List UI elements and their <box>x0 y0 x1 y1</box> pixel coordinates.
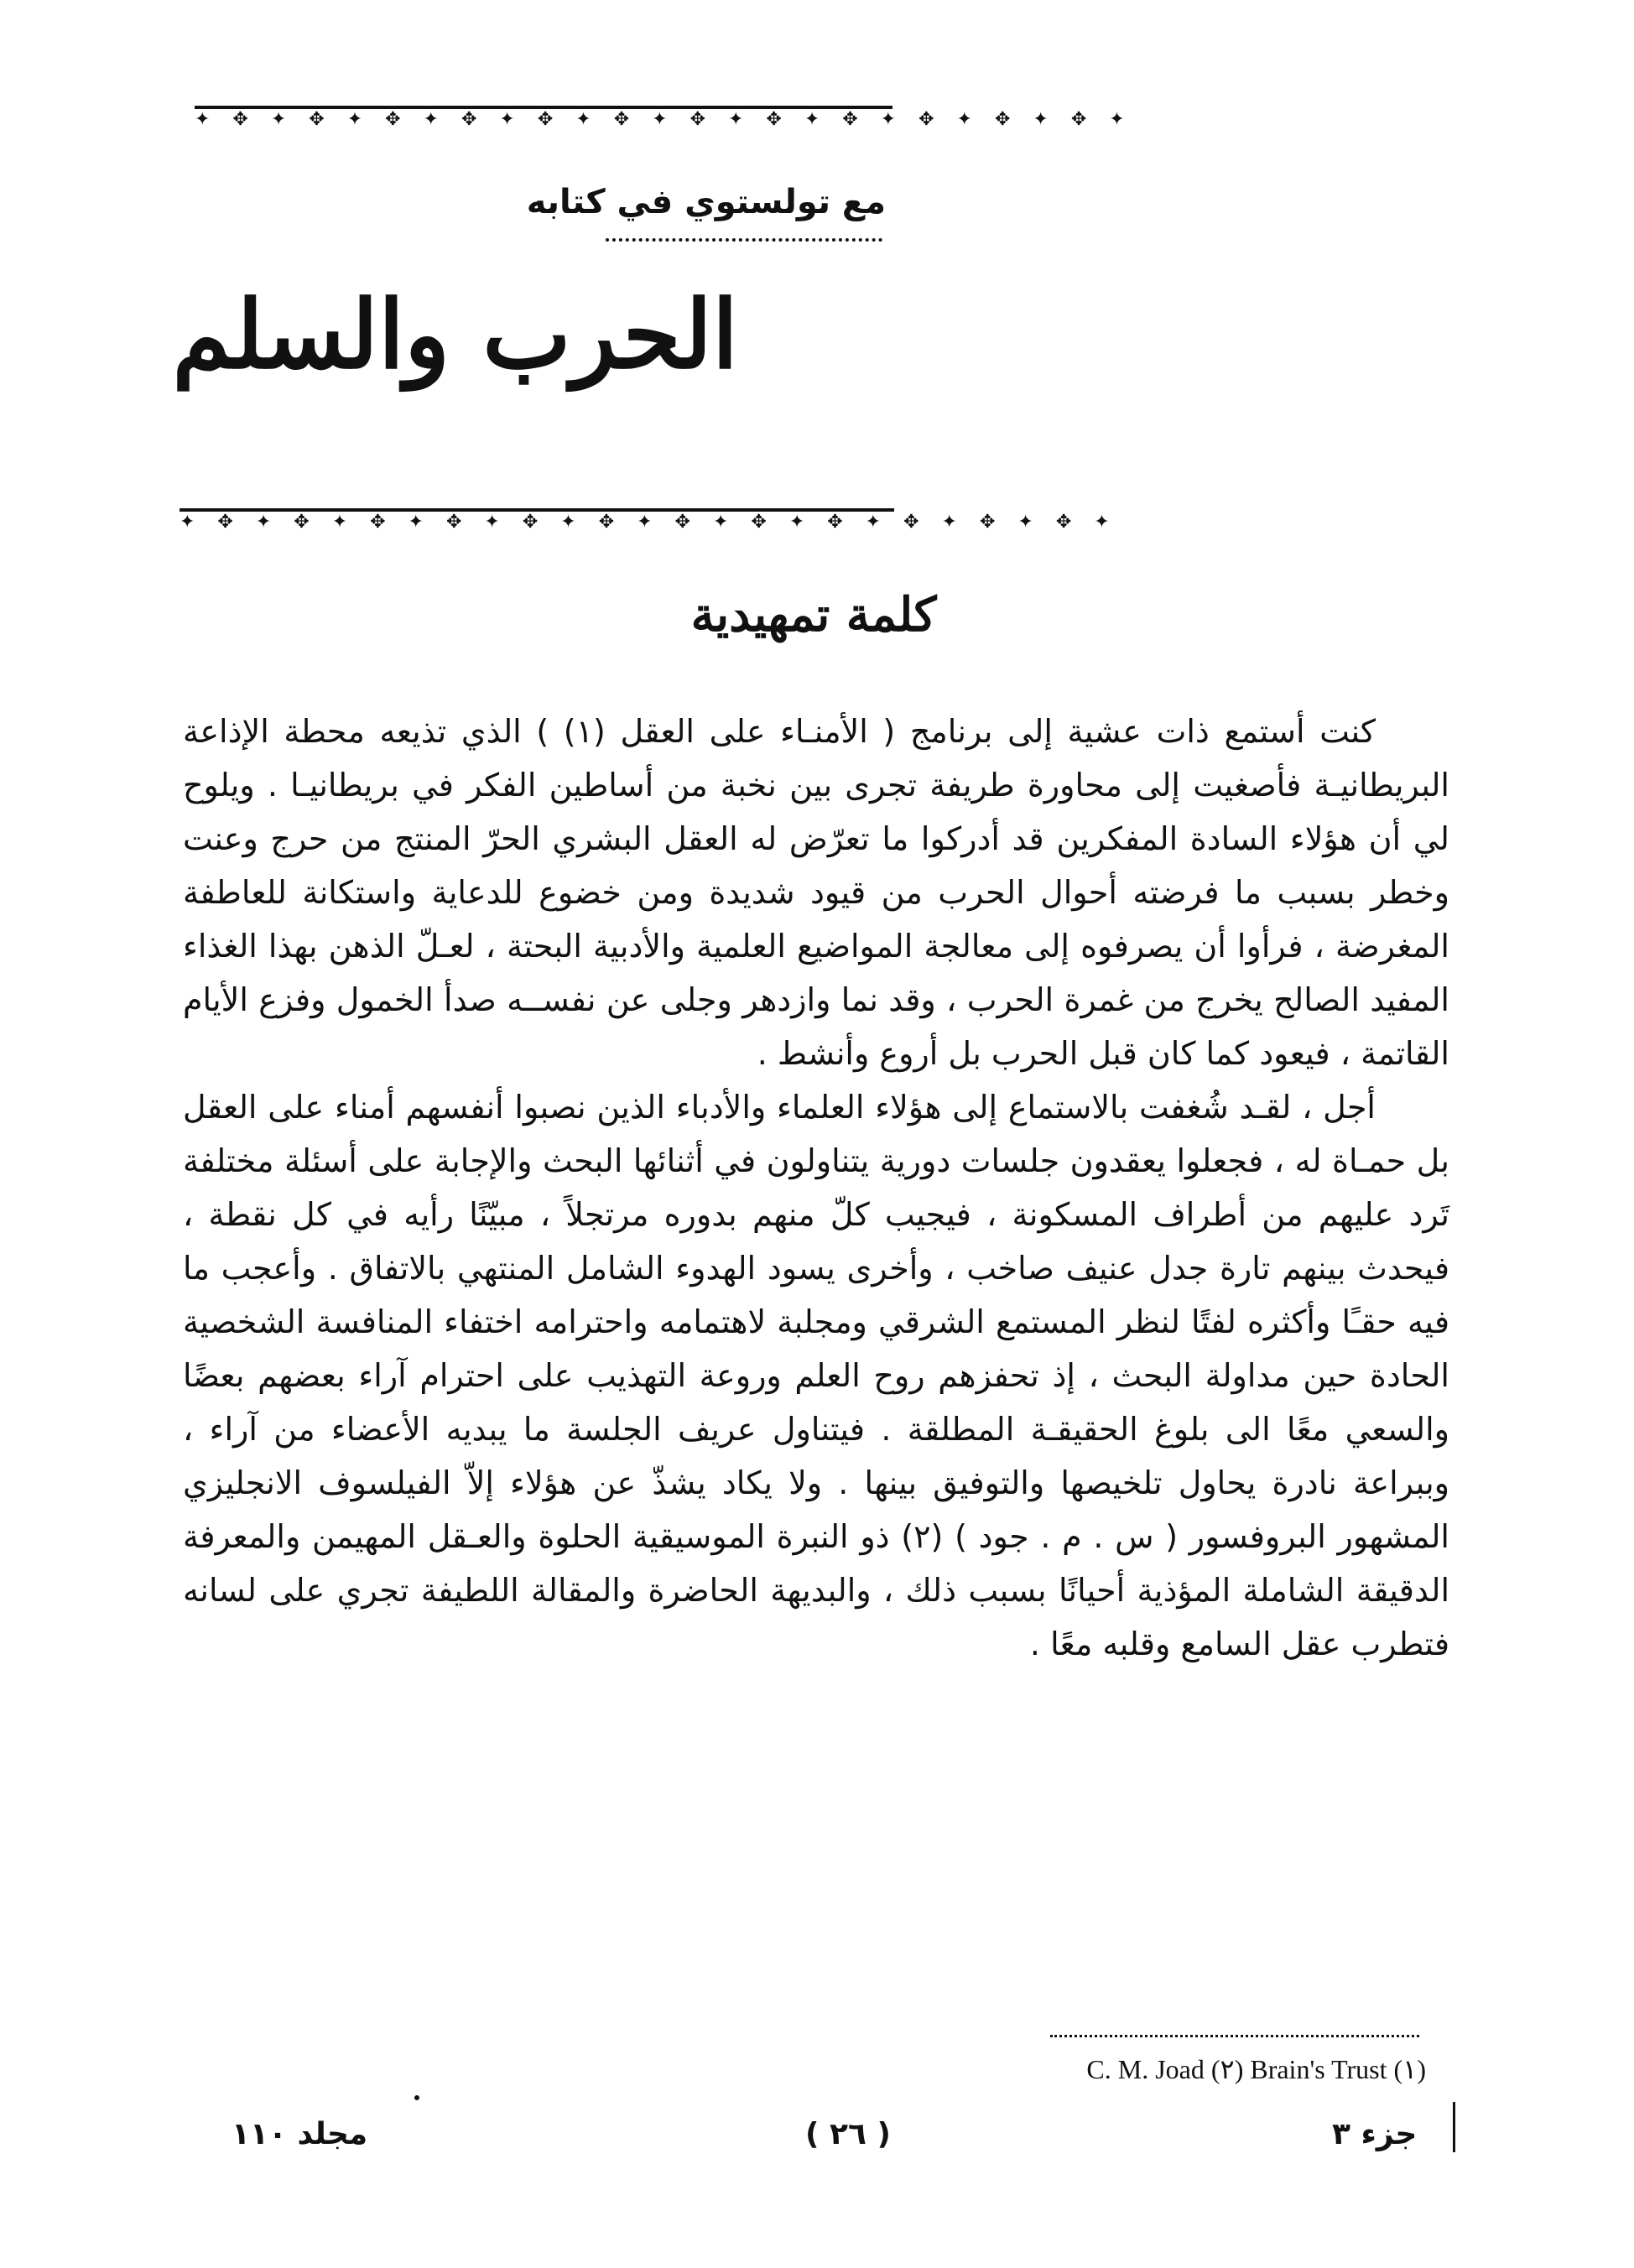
article-subtitle: مع تولستوي في كتابه <box>526 183 886 221</box>
middle-ornament-pattern: ✦ ✥ ✦ ✥ ✦ ✥ ✦ ✥ ✦ ✥ ✦ ✥ ✦ ✥ ✦ ✥ ✦ ✥ ✦ ✥ ✦ ✥ ✦ ✥ ✦ <box>180 512 1118 533</box>
article-body <box>183 705 1449 1671</box>
subtitle-dotted-rule <box>606 238 882 242</box>
page-number: ( ٢٦ ) <box>805 2117 891 2151</box>
top-ornamental-rule <box>195 101 1133 130</box>
footer-volume: مجلد ١١٠ <box>232 2117 368 2151</box>
footer-vertical-bar <box>1453 2102 1455 2152</box>
top-ornament-pattern: ✦ ✥ ✦ ✥ ✦ ✥ ✦ ✥ ✦ ✥ ✦ ✥ ✦ ✥ ✦ ✥ ✦ ✥ ✦ ✥ ✦ ✥ ✦ ✥ ✦ <box>195 109 1133 130</box>
footer-issue: جزء ٣ <box>1332 2117 1418 2151</box>
footnote-dotted-rule <box>1050 2035 1419 2037</box>
footnotes: C. M. Joad (٢) Brain's Trust (١) <box>1086 2054 1426 2084</box>
intro-heading: كلمة تمهيدية <box>690 587 937 642</box>
footer-dot <box>414 2095 419 2100</box>
body-paragraph-2: أجل ، لقـد شُغفت بالاستماع إلى هؤلاء العلماء والأدباء الذين نصبوا أنفسهم أمناء على العقل بل حمـاة له ، فجعلوا يعقدون جلسات دورية يتناولون في أثنائها البحث والإجابة على أسئلة مختلفة تَرد عليهم من أطراف المسكونة ، فيجيب كلّ منهم بدوره مرتجلاً ، مبيّنًا رأيه في كل نقطة ، فيحدث بينهم تارة جدل عنيف صاخب ، وأخرى يسود الهدوء الشامل المنتهي بالاتفاق . وأعجب ما فيه حقـًا وأكثره لفتًا لنظر المستمع الشرقي ومجلبة لاهتمامه واحترامه اختفاء المنافسة الشخصية الحادة حين مداولة البحث ، إذ تحفزهم روح العلم وروعة التهذيب على احترام آراء بعضهم بعضًا والسعي معًا الى بلوغ الحقيقـة المطلقة . فيتناول عريف الجلسة ما يبديه الأعضاء من آراء ، وببراعة نادرة يحاول تلخيصها والتوفيق بينها . ولا يكاد يشذّ عن هؤلاء إلاّ الفيلسوف الانجليزي المشهور البروفسور ( س . م . جود ) (٢) ذو النبرة الموسيقية الحلوة والعـقل المهيمن والمعرفة الدقيقة الشاملة المؤذية أحيانًا بسبب ذلك ، والبديهة الحاضرة والمقالة اللطيفة تجري على لسانه فتطرب عقل السامع وقلبه معًا . <box>183 1089 1449 1662</box>
article-title: الحرب والسلم <box>172 280 738 390</box>
body-paragraph-1: كنت أستمع ذات عشية إلى برنامج ( الأمنـاء على العقل (١) ) الذي تذيعه محطة الإذاعة البريطانيـة فأصغيت إلى محاورة طريفة تجرى بين نخبة من أساطين الفكر في بريطانيـا . ويلوح لي أن هؤلاء السادة المفكرين قد أدركوا ما تعرّض له العقل البشري الحرّ المنتج من حرج وعنت وخطر بسبب ما فرضته أحوال الحرب من قيود شديدة ومن خضوع للدعاية واستكانة للعاطفة المغرضة ، فرأوا أن يصرفوه إلى معالجة المواضيع العلمية والأدبية البحتة ، لعـلّ الذهن بهذا الغذاء المفيد الصالح يخرج من غمرة الحرب ، وقد نما وازدهر وجلى عن نفســه صدأ الخمول وفزع الأيام القاتمة ، فيعود كما كان قبل الحرب بل أروع وأنشط . <box>183 713 1449 1072</box>
middle-ornamental-rule <box>180 503 1118 533</box>
